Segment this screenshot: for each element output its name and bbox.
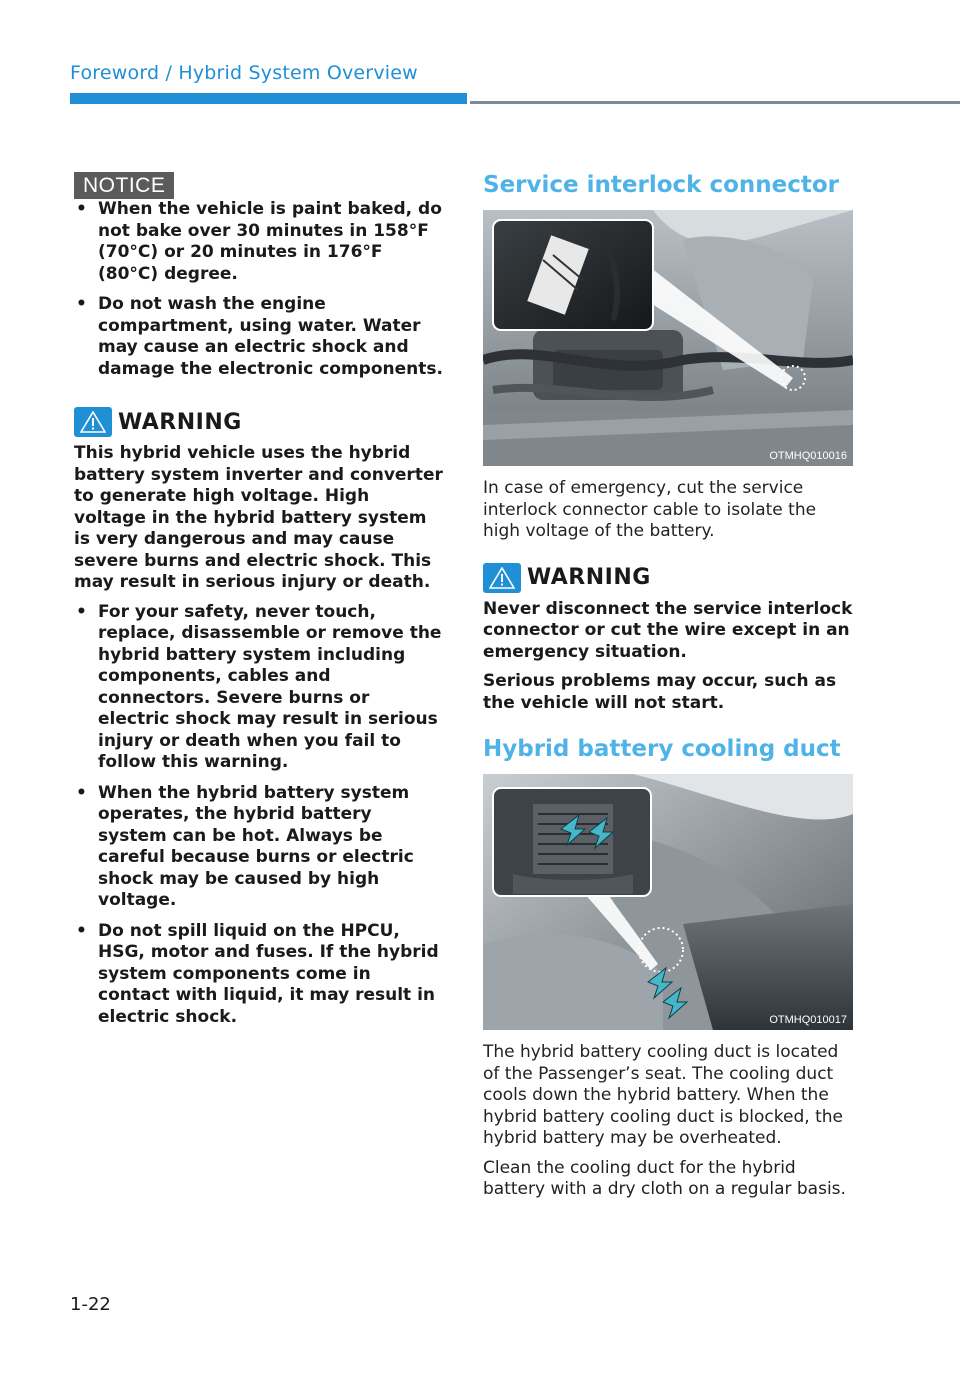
seat-illustration — [483, 774, 853, 1030]
cooling-duct-text: The hybrid battery cooling duct is located of the Passenger’s seat. The cooling duct cools down the hybrid battery. When the hybrid battery cooling duct is blocked, the hybrid battery may be overheated. — [483, 1042, 843, 1148]
warning-item: • Do not spill liquid on the HPCU, HSG, motor and fuses. If the hybrid system components come in contact with liquid, it may result in electric shock. — [74, 921, 446, 1029]
header-rule — [470, 101, 960, 104]
warning-paragraph: Serious problems may occur, such as the vehicle will not start. — [483, 671, 837, 713]
service-interlock-text: In case of emergency, cut the service interlock connector cable to isolate the high voltage of the battery. — [483, 478, 817, 541]
page-number: 1-22 — [70, 1294, 111, 1315]
warning-item: • For your safety, never touch, replace, disassemble or remove the hybrid battery system including components, cables and connectors. Severe burns or electric shock may result in serious injury or death when you fail to follow this warning. — [74, 602, 446, 774]
warning-list — [74, 602, 446, 1029]
figure-code: OTMHQ010017 — [769, 1014, 847, 1026]
notice-item: • When the vehicle is paint baked, do not bake over 30 minutes in 158°F (70°C) or 20 minutes in 176°F (80°C) degree. — [74, 199, 446, 285]
notice-badge: NOTICE — [74, 172, 174, 199]
warning-item: • When the hybrid battery system operates, the hybrid battery system can be hot. Always be careful because burns or electric shock may be caused by high voltage. — [74, 783, 446, 912]
service-interlock-figure — [483, 210, 853, 466]
figure-code: OTMHQ010016 — [769, 450, 847, 462]
warning-heading — [483, 563, 853, 593]
notice-item: • Do not wash the engine compartment, using water. Water may cause an electric shock and damage the electronic components. — [74, 294, 446, 380]
section-title-service-interlock: Service interlock connector — [483, 172, 839, 198]
warning-heading — [74, 407, 446, 437]
header-title: Foreword / Hybrid System Overview — [70, 62, 418, 84]
warning-label: WARNING — [527, 565, 651, 590]
warning-intro: This hybrid vehicle uses the hybrid battery system inverter and converter to generate high voltage. High voltage in the hybrid battery system is very dangerous and may cause severe burns and electric shock. This may result in serious injury or death. — [74, 443, 443, 592]
header-rule-accent — [70, 93, 467, 104]
notice-list — [74, 199, 446, 380]
left-column — [74, 172, 446, 1037]
engine-bay-illustration — [483, 210, 853, 466]
section-title-cooling-duct: Hybrid battery cooling duct — [483, 736, 841, 762]
warning-label: WARNING — [118, 409, 242, 435]
cooling-duct-figure — [483, 774, 853, 1030]
warning-triangle-icon — [74, 407, 112, 437]
warning-triangle-icon — [483, 563, 521, 593]
warning-paragraph: Never disconnect the service interlock connector or cut the wire except in an emergency situation. — [483, 598, 853, 662]
cooling-duct-text: Clean the cooling duct for the hybrid battery with a dry cloth on a regular basis. — [483, 1157, 846, 1199]
right-column — [483, 172, 853, 1209]
